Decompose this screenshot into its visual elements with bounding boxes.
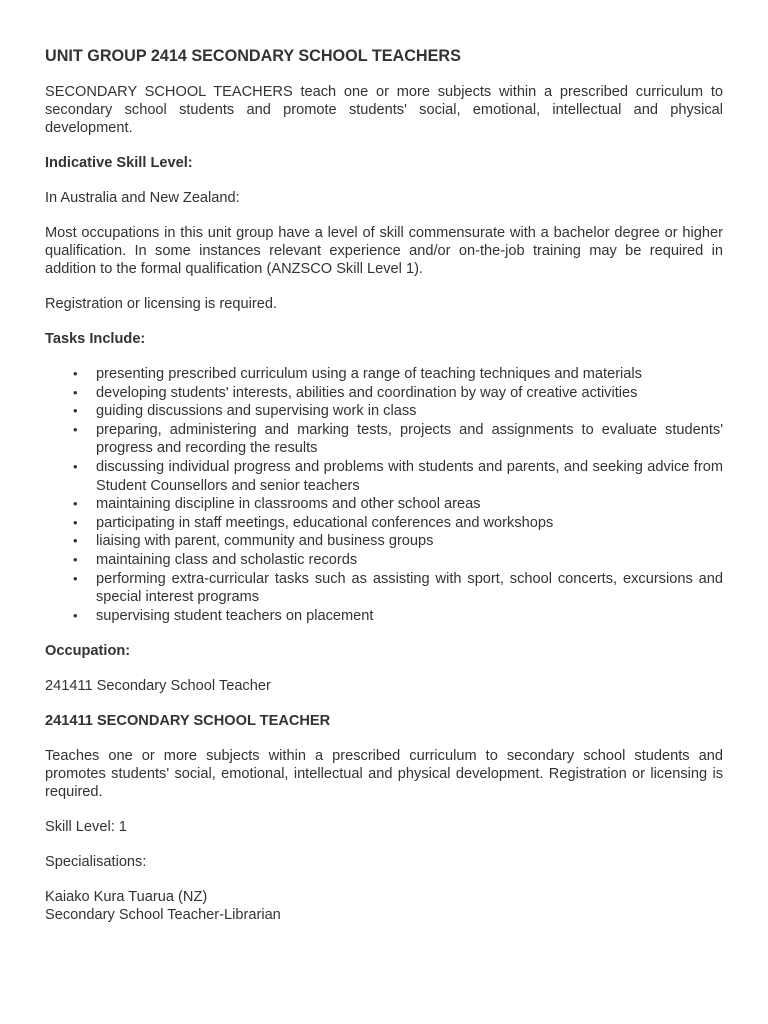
bullet-icon: • bbox=[73, 607, 78, 623]
task-text: preparing, administering and marking tests, projects and assignments to evaluate students' progress and recording the results bbox=[96, 421, 723, 457]
list-item bbox=[73, 607, 723, 626]
intro-paragraph: SECONDARY SCHOOL TEACHERS teach one or more subjects within a prescribed curriculum to secondary school students and promote students' social, emotional, intellectual and physical development. bbox=[45, 84, 723, 136]
bullet-icon: • bbox=[73, 366, 78, 381]
list-item bbox=[73, 421, 723, 458]
skill-level-heading: Indicative Skill Level: bbox=[45, 155, 193, 171]
task-text: maintaining class and scholastic records bbox=[96, 551, 358, 568]
list-item bbox=[73, 458, 723, 495]
bullet-icon: • bbox=[73, 403, 78, 419]
task-text: guiding discussions and supervising work in class bbox=[96, 403, 417, 420]
task-text: liaising with parent, community and business groups bbox=[96, 533, 434, 550]
task-text: presenting prescribed curriculum using a range of teaching techniques and materials bbox=[96, 366, 642, 382]
bullet-icon: • bbox=[73, 514, 78, 530]
task-text: discussing individual progress and problems with students and parents, and seeking advice from Student Counsellors and senior teachers bbox=[96, 458, 723, 494]
task-text: maintaining discipline in classrooms and other school areas bbox=[96, 496, 481, 513]
document-title: UNIT GROUP 2414 SECONDARY SCHOOL TEACHERS bbox=[45, 47, 461, 65]
occupation-heading: Occupation: bbox=[45, 643, 131, 660]
occupation-description: Teaches one or more subjects within a prescribed curriculum to secondary school students and promotes students' social, emotional, intellectual and physical development. Registration or licensing is required. bbox=[45, 748, 723, 801]
task-text: participating in staff meetings, educational conferences and workshops bbox=[96, 514, 554, 531]
list-item bbox=[73, 551, 723, 570]
list-item bbox=[73, 532, 723, 551]
skill-level-value: Skill Level: 1 bbox=[45, 819, 127, 836]
bullet-icon: • bbox=[73, 496, 78, 512]
list-item bbox=[73, 365, 723, 384]
list-item bbox=[73, 495, 723, 514]
bullet-icon: • bbox=[73, 551, 78, 567]
bullet-icon: • bbox=[73, 384, 78, 400]
list-item bbox=[73, 384, 723, 403]
bullet-icon: • bbox=[73, 421, 78, 437]
registration-note: Registration or licensing is required. bbox=[45, 296, 277, 312]
list-item bbox=[73, 514, 723, 533]
specialisations-heading: Specialisations: bbox=[45, 854, 147, 871]
bullet-icon: • bbox=[73, 533, 78, 549]
document-content bbox=[45, 46, 723, 924]
task-text: supervising student teachers on placement bbox=[96, 607, 374, 624]
specialisation-item: Secondary School Teacher-Librarian bbox=[45, 907, 281, 924]
skill-description: Most occupations in this unit group have a level of skill commensurate with a bachelor degree or higher qualification. In some instances relevant experience and/or on-the-job training may be required in addition to the formal qualification (ANZSCO Skill Level 1). bbox=[45, 225, 723, 277]
bullet-icon: • bbox=[73, 458, 78, 474]
occupation-title: 241411 SECONDARY SCHOOL TEACHER bbox=[45, 713, 331, 730]
occupation-item: 241411 Secondary School Teacher bbox=[45, 678, 271, 695]
tasks-list bbox=[45, 365, 723, 625]
specialisation-item: Kaiako Kura Tuarua (NZ) bbox=[45, 889, 208, 906]
list-item bbox=[73, 570, 723, 607]
skill-region-text: In Australia and New Zealand: bbox=[45, 190, 240, 206]
task-text: developing students' interests, abilities and coordination by way of creative activities bbox=[96, 384, 638, 401]
task-text: performing extra-curricular tasks such as assisting with sport, school concerts, excursions and special interest programs bbox=[96, 570, 723, 606]
bullet-icon: • bbox=[73, 570, 78, 586]
tasks-heading: Tasks Include: bbox=[45, 331, 146, 347]
list-item bbox=[73, 402, 723, 421]
